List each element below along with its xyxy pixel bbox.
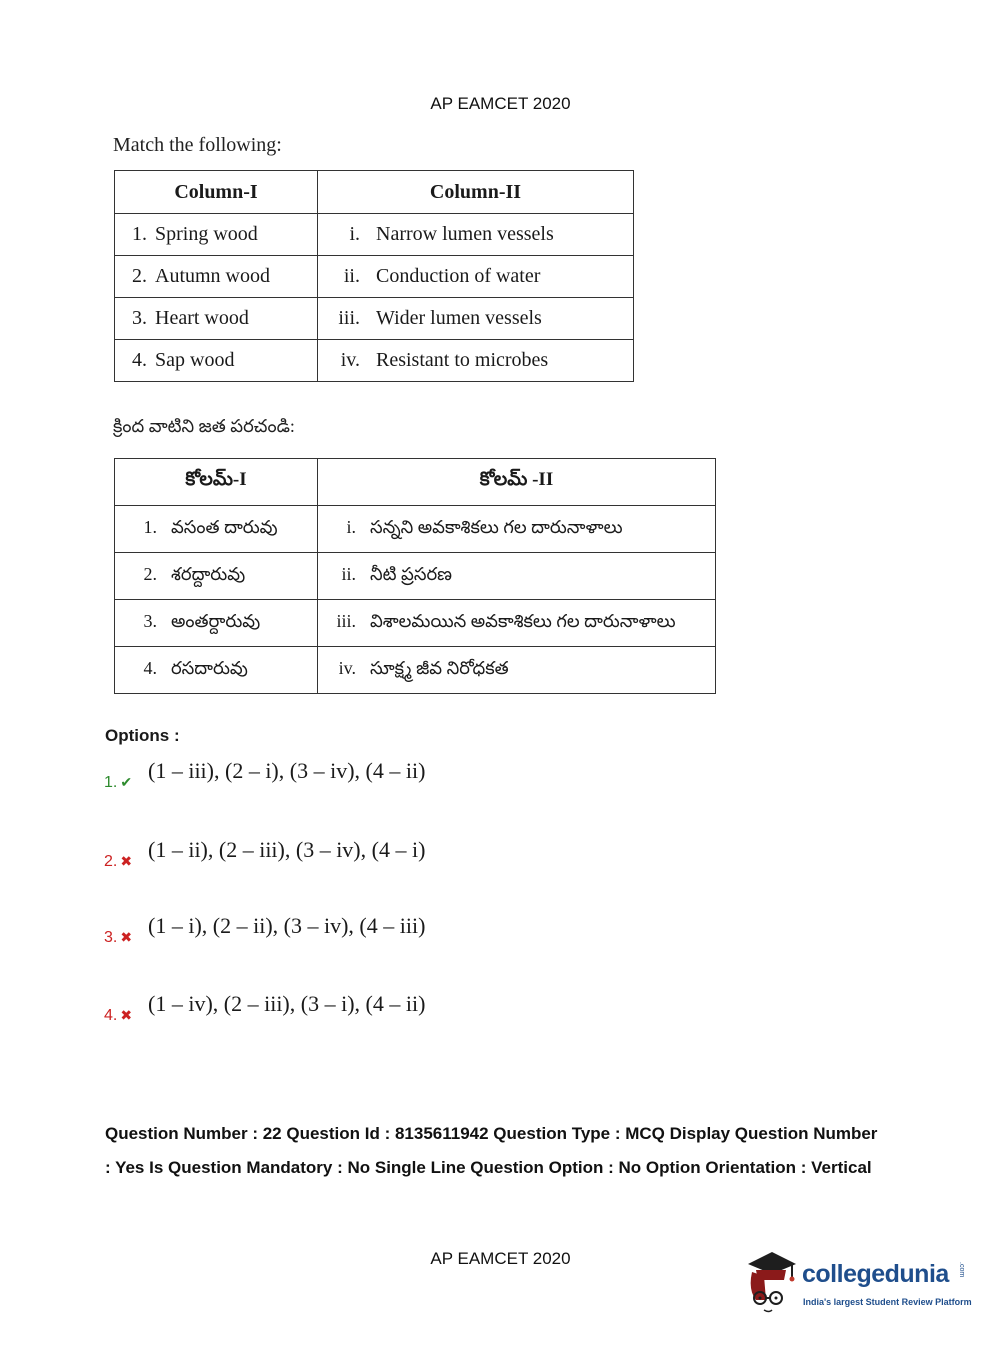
column-2-cell: సూక్ష్మ జీవ నిరోధకత: [370, 657, 509, 678]
row-number: 4.: [132, 349, 147, 371]
row-number: 3.: [143, 610, 157, 631]
column-1-cell: Sap wood: [155, 349, 235, 371]
table-header-row: [115, 171, 634, 214]
column-1-cell: రసదారువు: [171, 657, 248, 678]
logo-wordmark: collegedunia: [802, 1260, 949, 1288]
option-text: (1 – ii), (2 – iii), (3 – iv), (4 – i): [148, 837, 426, 862]
table-row: [115, 298, 634, 340]
option-number: 1. ✔: [104, 774, 133, 791]
option-text: (1 – iv), (2 – iii), (3 – i), (4 – ii): [148, 991, 426, 1016]
column-1-cell: Spring wood: [155, 223, 258, 245]
column-1-cell: Autumn wood: [155, 265, 270, 287]
column-2-cell: విశాలమయిన అవకాశికలు గల దారునాళాలు: [370, 610, 676, 631]
instruction-telugu: క్రింద వాటిని జత పరచండి:: [113, 416, 295, 436]
row-number: 4.: [143, 657, 157, 678]
column-1-cell: శరద్దారువు: [171, 563, 246, 584]
table-header-row: [115, 459, 716, 506]
table-row: [115, 553, 716, 600]
option-number: 3. ✖: [104, 929, 133, 946]
table-row: [115, 340, 634, 382]
match-table-english: [114, 170, 634, 382]
question-metadata: Question Number : 22 Question Id : 8135611942 Question Type : MCQ Display Question Number : Yes Is Question Mandatory : No Single Line Question Option : No Option Orientation : Vertical: [105, 1124, 878, 1177]
table-row: [115, 647, 716, 694]
column-1-header: కోలమ్-I: [115, 459, 318, 506]
column-1-cell: వసంత దారువు: [171, 516, 278, 537]
column-1-header: Column-I: [115, 171, 318, 214]
row-number: 3.: [132, 307, 147, 329]
option-text: (1 – iii), (2 – i), (3 – iv), (4 – ii): [148, 758, 426, 783]
instruction-english: Match the following:: [113, 134, 282, 156]
roman-numeral: iii.: [336, 610, 356, 631]
column-2-cell: సన్నని అవకాశికలు గల దారునాళాలు: [370, 516, 623, 537]
option-text: (1 – i), (2 – ii), (3 – iv), (4 – iii): [148, 913, 426, 938]
column-1-cell: అంతర్దారువు: [171, 610, 261, 631]
page-footer: AP EAMCET 2020: [430, 1249, 571, 1268]
options-label: Options :: [105, 726, 180, 745]
student-mascot-icon: [742, 1250, 802, 1316]
column-2-header: Column-II: [318, 171, 634, 214]
logo-dotcom: .com: [958, 1262, 965, 1278]
row-number: 1.: [143, 516, 157, 537]
roman-numeral: iv.: [338, 657, 356, 678]
table-row: [115, 256, 634, 298]
column-1-cell: Heart wood: [155, 307, 249, 329]
roman-numeral: i.: [346, 516, 356, 537]
cross-icon: ✖: [120, 929, 133, 945]
roman-numeral: iv.: [340, 349, 360, 371]
row-number: 2.: [143, 563, 157, 584]
row-number: 1.: [132, 223, 147, 245]
roman-numeral: i.: [349, 223, 360, 245]
table-row: [115, 214, 634, 256]
page-header: AP EAMCET 2020: [430, 94, 571, 113]
row-number: 2.: [132, 265, 147, 287]
option-number: 4. ✖: [104, 1007, 133, 1024]
cross-icon: ✖: [120, 1007, 133, 1023]
check-icon: ✔: [120, 774, 133, 790]
logo-tagline: India's largest Student Review Platform: [803, 1297, 972, 1307]
match-table-telugu: [114, 458, 716, 694]
column-2-cell: నీటి ప్రసరణ: [370, 563, 453, 584]
column-2-cell: Narrow lumen vessels: [376, 223, 554, 245]
column-2-cell: Resistant to microbes: [376, 349, 549, 371]
roman-numeral: ii.: [341, 563, 356, 584]
column-2-cell: Conduction of water: [376, 265, 541, 287]
column-2-cell: Wider lumen vessels: [376, 307, 542, 329]
roman-numeral: ii.: [343, 265, 360, 287]
collegedunia-logo[interactable]: [742, 1250, 972, 1320]
table-row: [115, 600, 716, 647]
cross-icon: ✖: [120, 853, 133, 869]
option-number: 2. ✖: [104, 853, 133, 870]
table-row: [115, 506, 716, 553]
column-2-header: కోలమ్ -II: [318, 459, 716, 506]
roman-numeral: iii.: [338, 307, 360, 329]
